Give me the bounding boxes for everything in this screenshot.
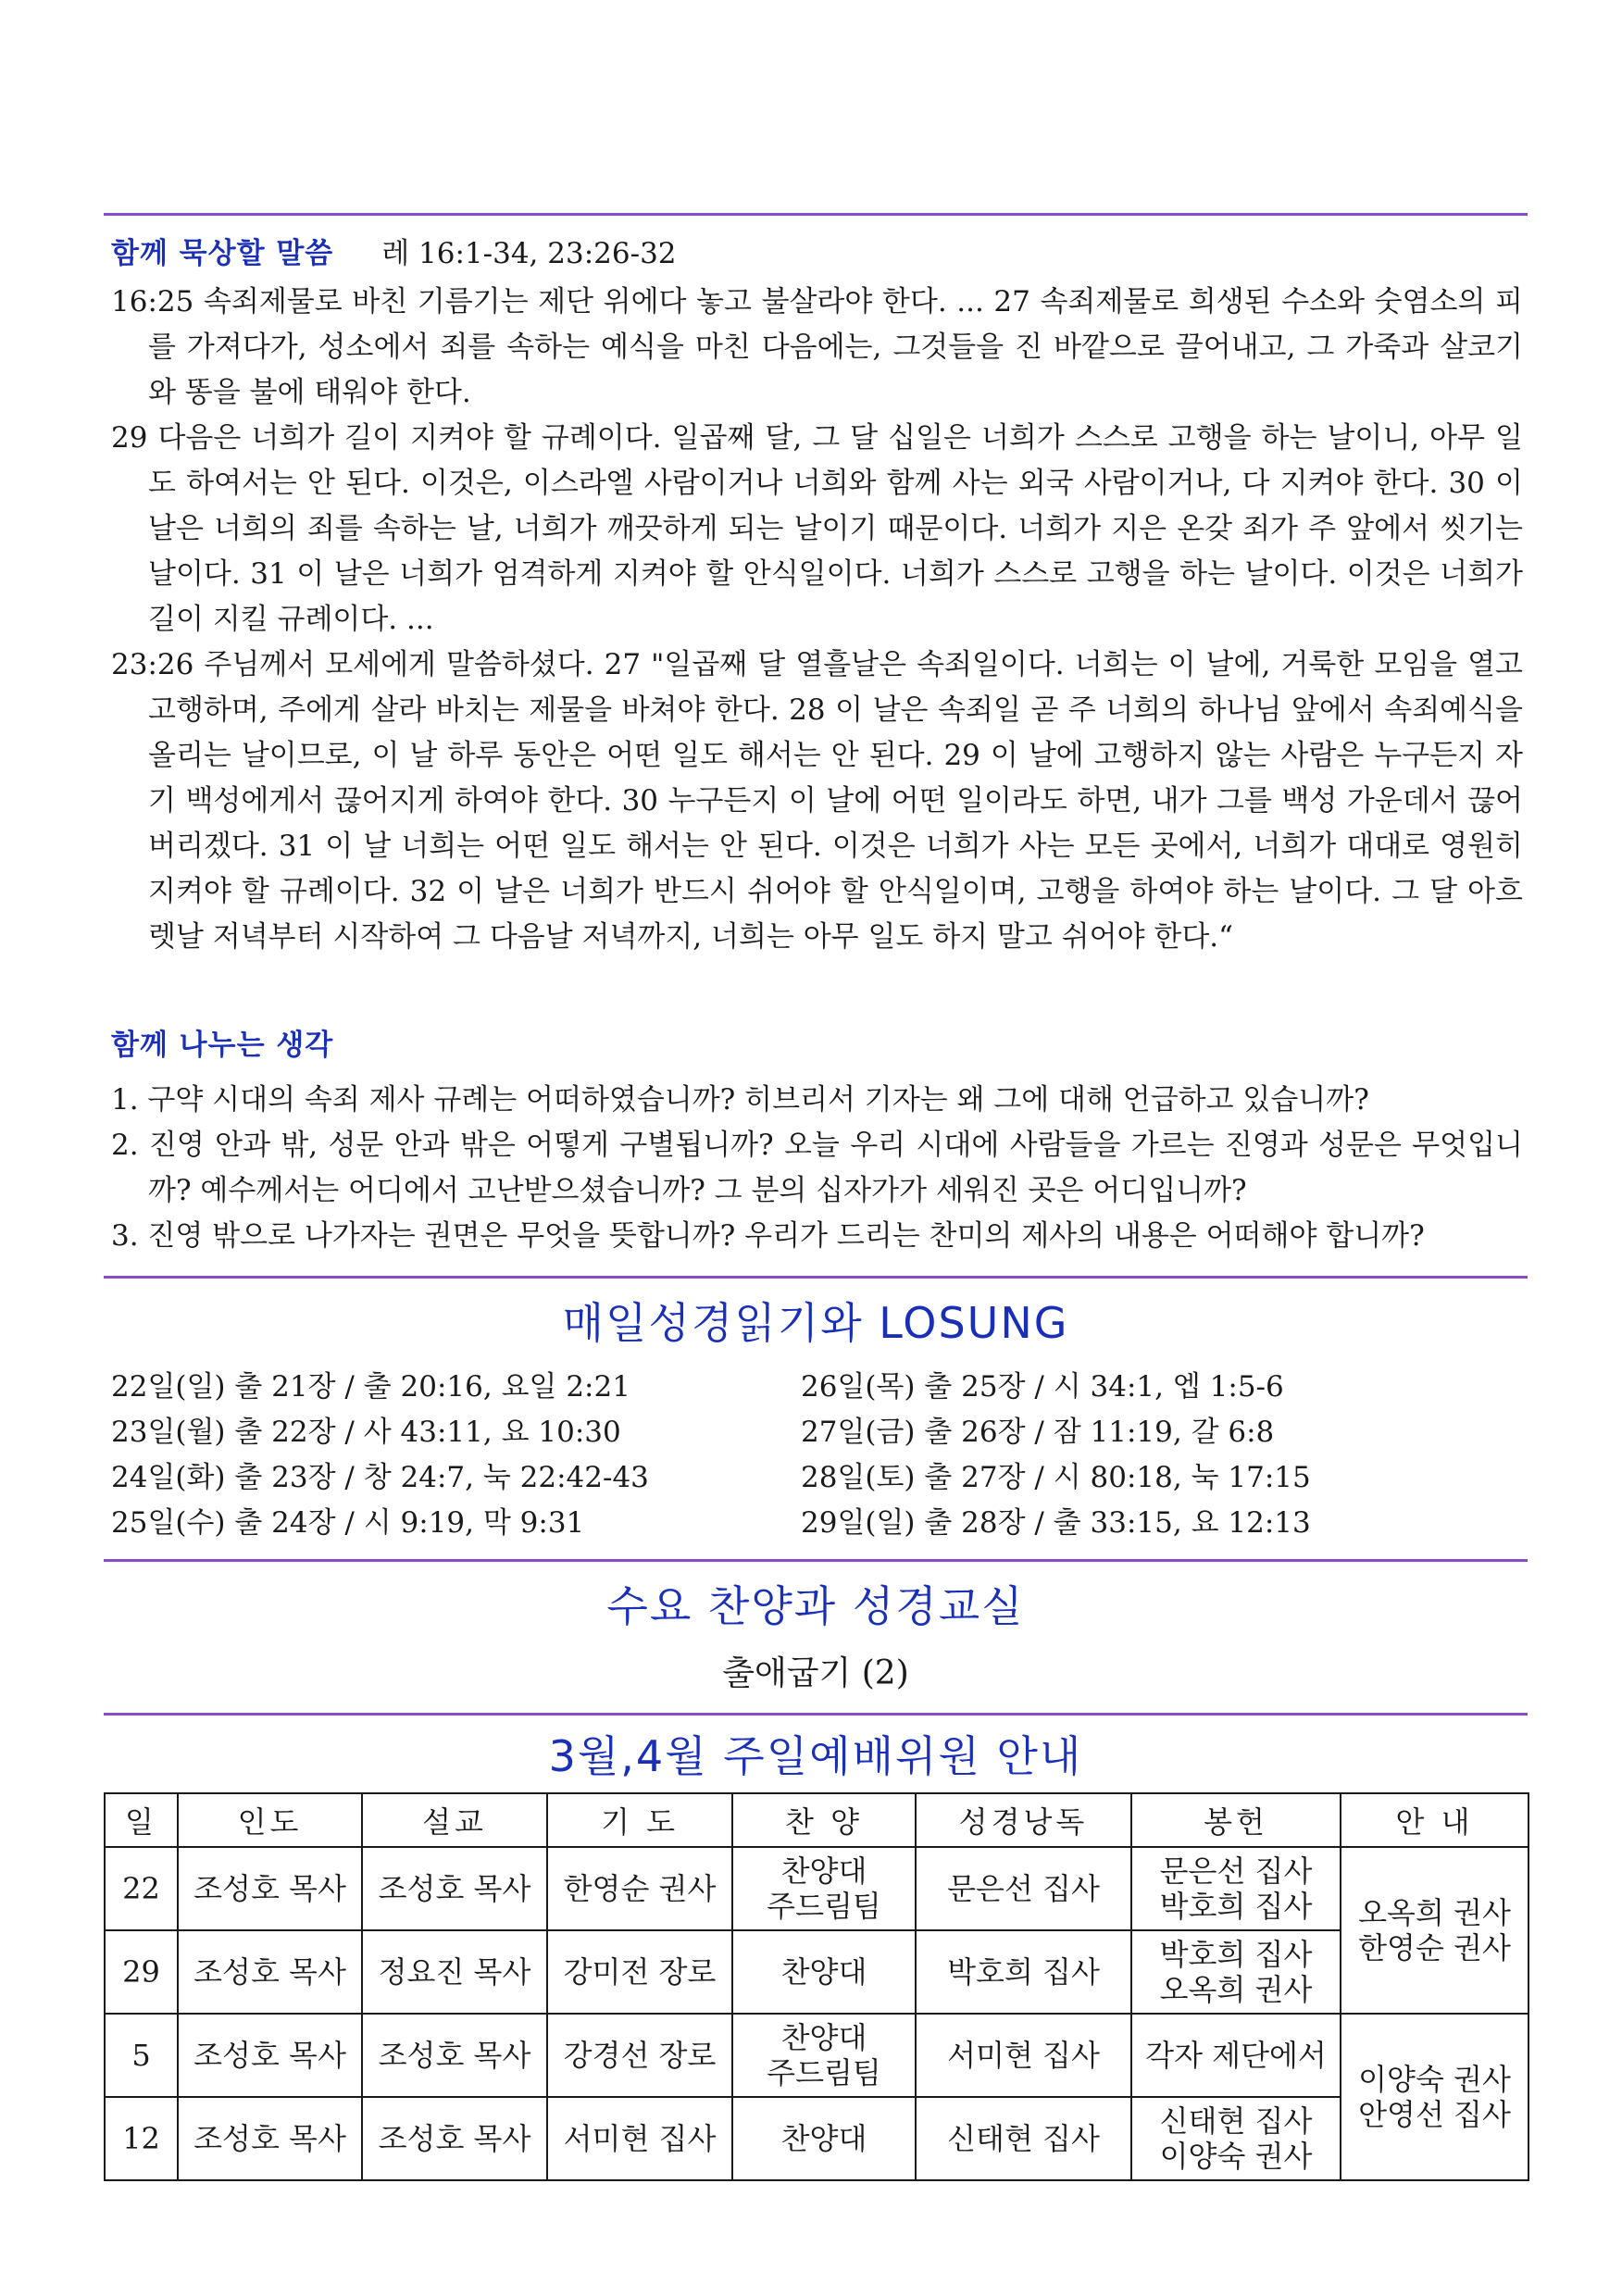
usher-line: 이양숙 권사 <box>1358 2062 1511 2097</box>
usher-line: 한영순 권사 <box>1358 1930 1511 1965</box>
cell-reading: 신태현 집사 <box>916 2097 1131 2180</box>
reading-entry: 26일(목) 출 25장 / 시 34:1, 엡 1:5-6 <box>801 1370 1284 1404</box>
table-row <box>105 2097 1528 2180</box>
scripture-paragraph: 29 다음은 너희가 길이 지켜야 할 규례이다. 일곱째 달, 그 달 십일은 너희가 스스로 고행을 하는 날이니, 아무 일도 하여서는 안 된다. 이것은, 이스라엘 사람이거나 너희와 함께 사는 외국 사람이거나, 다 지켜야 한다. 30 이 날은 너희의 죄를 속하는 날, 너희가 깨끗하게 되는 날이기 때문이다. 너희가 지은 온갖 죄가 주 앞에서 씻기는 날이다. 31 이 날은 너희가 엄격하게 지켜야 할 안식일이다. 너희가 스스로 고행을 하는 날이다. 이것은 너희가 길이 지킬 규례이다. ... <box>111 421 1523 636</box>
meditation-heading: 함께 묵상할 말씀 <box>111 237 334 270</box>
cell-prayer: 강경선 장로 <box>547 2014 732 2097</box>
praise-line: 찬양대 <box>780 2020 867 2055</box>
cell-prayer: 강미전 장로 <box>547 1930 732 2014</box>
cell-lead: 조성호 목사 <box>178 1930 362 2014</box>
cell-lead: 조성호 목사 <box>178 2097 362 2180</box>
usher-line: 안영선 집사 <box>1358 2097 1511 2132</box>
question-item: 3. 진영 밖으로 나가자는 권면은 무엇을 뜻합니까? 우리가 드리는 찬미의 제사의 내용은 어떠해야 합니까? <box>111 1219 1425 1253</box>
cell-offering <box>1131 2097 1341 2180</box>
reading-entry: 27일(금) 출 26장 / 잠 11:19, 갈 6:8 <box>801 1416 1275 1449</box>
header-sermon: 설교 <box>362 1793 547 1847</box>
divider <box>104 1713 1528 1716</box>
header-usher: 안 내 <box>1341 1793 1528 1847</box>
roster-title: 3월,4월 주일예배위원 안내 <box>548 1731 1083 1781</box>
praise-line: 찬양대 <box>780 2121 867 2156</box>
cell-day: 22 <box>105 1847 178 1930</box>
cell-praise <box>732 2014 916 2097</box>
header-day: 일 <box>105 1793 178 1847</box>
cell-reading: 박호희 집사 <box>916 1930 1131 2014</box>
praise-line: 찬양대 <box>780 1853 867 1889</box>
header-lead: 인도 <box>178 1793 362 1847</box>
wednesday-subtitle: 출애굽기 (2) <box>722 1654 909 1692</box>
reading-entry: 25일(수) 출 24장 / 시 9:19, 막 9:31 <box>111 1506 585 1540</box>
scripture-passage <box>111 280 1523 960</box>
cell-reading: 서미현 집사 <box>916 2014 1131 2097</box>
table-row <box>105 2014 1528 2097</box>
sharing-section <box>111 1022 1523 1259</box>
wednesday-title: 수요 찬양과 성경교실 <box>606 1581 1025 1631</box>
offering-line: 박호희 집사 <box>1159 1937 1313 1972</box>
usher-line: 오옥희 권사 <box>1358 1895 1511 1930</box>
cell-usher <box>1341 1847 1528 2014</box>
header-reading: 성경낭독 <box>916 1793 1131 1847</box>
cell-sermon: 정요진 목사 <box>362 1930 547 2014</box>
cell-usher <box>1341 2014 1528 2180</box>
cell-sermon: 조성호 목사 <box>362 1847 547 1930</box>
offering-line: 박호희 집사 <box>1159 1889 1313 1924</box>
header-prayer: 기 도 <box>547 1793 732 1847</box>
cell-sermon: 조성호 목사 <box>362 2097 547 2180</box>
cell-offering <box>1131 2014 1341 2097</box>
meditation-reference: 레 16:1-34, 23:26-32 <box>381 237 677 270</box>
offering-line: 각자 제단에서 <box>1145 2038 1327 2073</box>
cell-lead: 조성호 목사 <box>178 1847 362 1930</box>
reading-entry: 28일(토) 출 27장 / 시 80:18, 눅 17:15 <box>801 1461 1311 1494</box>
offering-line: 이양숙 권사 <box>1159 2139 1313 2174</box>
table-row <box>105 1847 1528 1930</box>
header-praise: 찬 양 <box>732 1793 916 1847</box>
daily-reading-grid <box>111 1365 1523 1546</box>
cell-praise <box>732 1847 916 1930</box>
scripture-paragraph: 23:26 주님께서 모세에게 말씀하셨다. 27 "일곱째 달 열흘날은 속죄일이다. 너희는 이 날에, 거룩한 모임을 열고 고행하며, 주에게 살라 바치는 제물을 바쳐야 한다. 28 이 날은 속죄일 곧 주 너희의 하나님 앞에서 속죄예식을 올리는 날이므로, 이 날 하루 동안은 어떤 일도 해서는 안 된다. 29 이 날에 고행하지 않는 사람은 누구든지 자기 백성에게서 끊어지게 하여야 한다. 30 누구든지 이 날에 어떤 일이라도 하면, 내가 그를 백성 가운데서 끊어 버리겠다. 31 이 날 너희는 어떤 일도 해서는 안 된다. 이것은 너희가 사는 모든 곳에서, 너희가 대대로 영원히 지켜야 할 규례이다. 32 이 날은 너희가 반드시 쉬어야 할 안식일이며, 고행을 하여야 하는 날이다. 그 달 아흐렛날 저녁부터 시작하여 그 다음날 저녁까지, 너희는 아무 일도 하지 말고 쉬어야 한다.“ <box>111 648 1523 954</box>
cell-sermon: 조성호 목사 <box>362 2014 547 2097</box>
reading-entry: 29일(일) 출 28장 / 출 33:15, 요 12:13 <box>801 1506 1311 1540</box>
daily-reading-title: 매일성경읽기와 LOSUNG <box>562 1298 1069 1348</box>
cell-day: 29 <box>105 1930 178 2014</box>
reading-entry: 23일(월) 출 22장 / 사 43:11, 요 10:30 <box>111 1416 621 1449</box>
reading-entry: 22일(일) 출 21장 / 출 20:16, 요일 2:21 <box>111 1370 630 1404</box>
offering-line: 신태현 집사 <box>1159 2103 1313 2139</box>
cell-offering <box>1131 1930 1341 2014</box>
header-offering: 봉헌 <box>1131 1793 1341 1847</box>
scripture-paragraph: 16:25 속죄제물로 바친 기름기는 제단 위에다 놓고 불살라야 한다. ... 27 속죄제물로 희생된 수소와 숫염소의 피를 가져다가, 성소에서 죄를 속하는 예식을 마친 다음에는, 그것들을 진 바깥으로 끌어내고, 그 가죽과 살코기와 똥을 불에 태워야 한다. <box>111 285 1523 409</box>
sharing-heading: 함께 나누는 생각 <box>111 1029 334 1062</box>
roster-header-row <box>105 1793 1528 1847</box>
offering-line: 문은선 집사 <box>1159 1853 1313 1889</box>
cell-praise <box>732 1930 916 2014</box>
offering-line: 오옥희 권사 <box>1159 1972 1313 2007</box>
divider <box>104 1276 1528 1279</box>
top-rule <box>104 213 1528 216</box>
cell-offering <box>1131 1847 1341 1930</box>
cell-day: 5 <box>105 2014 178 2097</box>
roster-table <box>104 1792 1529 2181</box>
praise-line: 찬양대 <box>780 1954 867 1990</box>
question-item: 1. 구약 시대의 속죄 제사 규례는 어떠하였습니까? 히브리서 기자는 왜 그에 대해 언급하고 있습니까? <box>111 1083 1369 1117</box>
cell-reading: 문은선 집사 <box>916 1847 1131 1930</box>
divider <box>104 1559 1528 1562</box>
meditation-heading-row <box>111 230 677 276</box>
cell-prayer: 한영순 권사 <box>547 1847 732 1930</box>
cell-prayer: 서미현 집사 <box>547 2097 732 2180</box>
cell-praise <box>732 2097 916 2180</box>
praise-line: 주드림팀 <box>767 2055 881 2090</box>
reading-entry: 24일(화) 출 23장 / 창 24:7, 눅 22:42-43 <box>111 1461 649 1494</box>
cell-lead: 조성호 목사 <box>178 2014 362 2097</box>
question-item: 2. 진영 안과 밖, 성문 안과 밖은 어떻게 구별됩니까? 오늘 우리 시대에 사람들을 가르는 진영과 성문은 무엇입니까? 예수께서는 어디에서 고난받으셨습니까? 그 분의 십자가가 세워진 곳은 어디입니까? <box>111 1129 1523 1207</box>
cell-day: 12 <box>105 2097 178 2180</box>
table-row <box>105 1930 1528 2014</box>
praise-line: 주드림팀 <box>767 1889 881 1924</box>
